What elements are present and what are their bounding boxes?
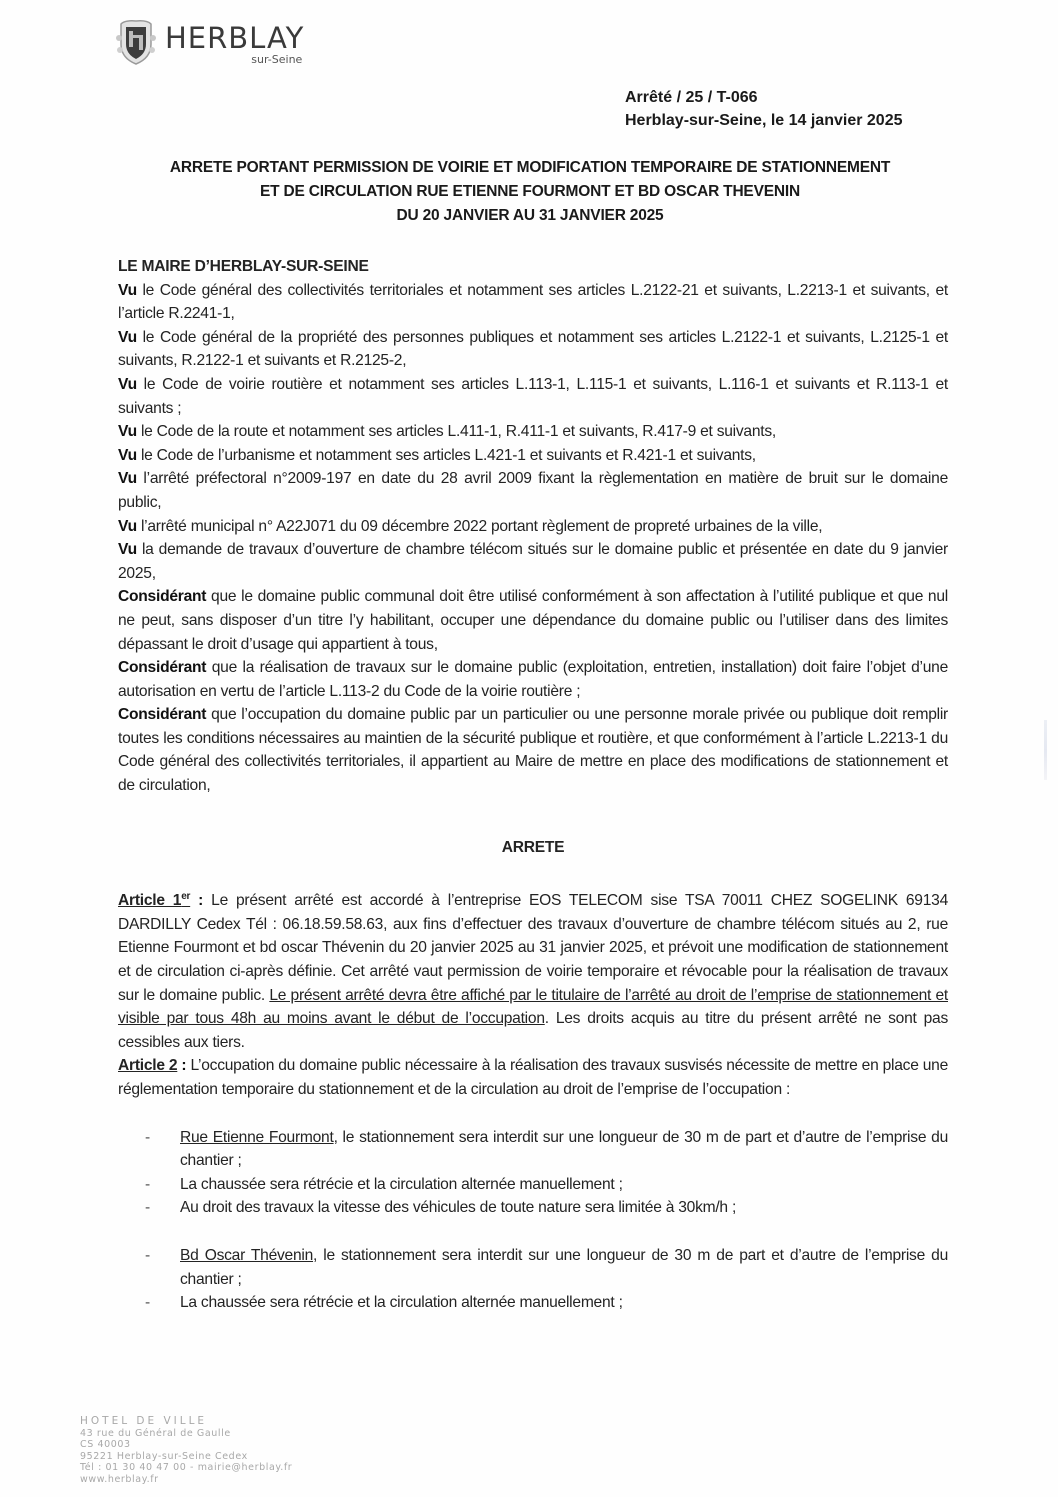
clause-lead: Vu bbox=[118, 470, 137, 488]
footer-address bbox=[80, 1416, 292, 1485]
list-item: - Bd Oscar Thévenin, le stationnement sera interdit sur une longueur de 30 m de part et d’autre de l’emprise du chantier ; bbox=[118, 1244, 948, 1291]
article-2-label: Article 2 bbox=[118, 1057, 178, 1075]
reference-block bbox=[625, 86, 902, 132]
clause-lead: Considérant bbox=[118, 659, 207, 677]
bullet-dash: - bbox=[145, 1294, 150, 1312]
bullet-dash: - bbox=[145, 1175, 150, 1193]
clause bbox=[118, 467, 948, 514]
title-line-2: ET DE CIRCULATION RUE ETIENNE FOURMONT ET BD OSCAR THEVENIN bbox=[260, 183, 800, 200]
clause bbox=[118, 326, 948, 373]
scan-artifact bbox=[1044, 720, 1047, 780]
article-1-label: Article 1er bbox=[118, 891, 191, 910]
list-item: - Rue Etienne Fourmont, le stationnement sera interdit sur une longueur de 30 m de part et d’autre de l’emprise du chantier ; bbox=[118, 1126, 948, 1173]
article-1-posting-requirement: Le présent arrêté devra être affiché par le titulaire de l’arrêté au droit de l’emprise de stationnement et visible par tous 48h au moins avant le début de l’occupation bbox=[118, 986, 948, 1028]
bullet-dash: - bbox=[145, 1128, 150, 1146]
title-line-3: DU 20 JANVIER AU 31 JANVIER 2025 bbox=[396, 207, 664, 224]
clause bbox=[118, 444, 948, 468]
clause-lead: Considérant bbox=[118, 588, 207, 606]
street-name: Rue Etienne Fourmont bbox=[180, 1128, 334, 1146]
logo-name: HERBLAY bbox=[165, 21, 305, 55]
decree-title bbox=[110, 156, 950, 228]
decision-heading: ARRETE bbox=[501, 838, 565, 856]
list-item: - La chaussée sera rétrécie et la circulation alternée manuellement ; bbox=[118, 1291, 948, 1315]
footer-line: 95221 Herblay-sur-Seine Cedex bbox=[80, 1450, 248, 1462]
footer-line: www.herblay.fr bbox=[80, 1473, 159, 1485]
clause-lead: Vu bbox=[118, 375, 137, 393]
decree-body bbox=[118, 255, 948, 1315]
clause-text: le Code général de la propriété des personnes publiques et notamment ses articles L.2122-1 et suivants, L.2125-1 et suivants, R.2122-1 et suivants et R.2125-2, bbox=[118, 328, 948, 370]
clause bbox=[118, 515, 948, 539]
clause-lead: Considérant bbox=[118, 706, 207, 724]
restrictions-list-fourmont bbox=[118, 1126, 948, 1220]
clause-lead: Vu bbox=[118, 446, 137, 464]
clause-text: l’arrêté préfectoral n°2009-197 en date du 28 avril 2009 fixant la règlementation en matière de bruit sur le domaine public, bbox=[118, 470, 948, 511]
footer-line: HOTEL DE VILLE bbox=[80, 1415, 208, 1427]
authority-heading: LE MAIRE D’HERBLAY-SUR-SEINE bbox=[118, 258, 369, 275]
article-1-text: Le présent arrêté est accordé à l’entreprise EOS TELECOM sise TSA 70011 CHEZ SOGELINK 69134 DARDILLY Cedex Tél : 06.18.59.58.63, aux fins d’effectuer des travaux d’ouverture de chambre télécom situés au 2, rue Etienne Fourmont et bd oscar Thévenin du 20 janvier 2025 au 31 janvier 2025, et prévoit une modification de stationnement et de circulation ci-après définie. Cet arrêté vaut permission de voirie temporaire et révocable pour la réalisation de travaux sur le domaine public. bbox=[118, 892, 948, 1004]
title-line-1: ARRETE PORTANT PERMISSION DE VOIRIE ET MODIFICATION TEMPORAIRE DE STATIONNEMENT bbox=[169, 159, 891, 176]
article-2-text: L’occupation du domaine public nécessaire à la réalisation des travaux susvisés nécessite de mettre en place une réglementation temporaire du stationnement et de la circulation au droit de l’emprise de l’occupation : bbox=[118, 1057, 949, 1098]
clause bbox=[118, 373, 948, 420]
clause-text: le Code de la route et notamment ses articles L.411-1, R.411-1 et suivants, R.417-9 et suivants, bbox=[136, 423, 776, 441]
article-1-tail: . Les droits acquis au titre du présent arrêté ne sont pas cessibles aux tiers. bbox=[118, 1010, 949, 1051]
clause-lead: Vu bbox=[118, 281, 137, 299]
clause bbox=[118, 585, 948, 656]
footer-line: CS 40003 bbox=[80, 1439, 131, 1450]
clause-text: l’arrêté municipal n° A22J071 du 09 décembre 2022 portant règlement de propreté urbaines de la ville, bbox=[136, 517, 823, 535]
bullet-dash: - bbox=[145, 1246, 150, 1264]
clause-lead: Vu bbox=[118, 328, 137, 346]
place-date: Herblay-sur-Seine, le 14 janvier 2025 bbox=[625, 112, 903, 129]
city-crest-icon bbox=[115, 18, 157, 66]
bullet-dash: - bbox=[145, 1199, 150, 1217]
clause bbox=[118, 420, 948, 444]
clause-text: le Code de voirie routière et notamment ses articles L.113-1, L.115-1 et suivants, L.116-1 et suivants et R.113-1 et suivants ; bbox=[118, 375, 948, 417]
list-item: - La chaussée sera rétrécie et la circulation alternée manuellement ; bbox=[118, 1173, 948, 1197]
list-item: - Au droit des travaux la vitesse des véhicules de toute nature sera limitée à 30km/h ; bbox=[118, 1196, 948, 1220]
clause bbox=[118, 279, 948, 326]
clause bbox=[118, 538, 948, 585]
logo-subtitle: sur-Seine bbox=[251, 53, 303, 66]
restrictions-list-thevenin bbox=[118, 1244, 948, 1315]
clause-text: que la réalisation de travaux sur le domaine public (exploitation, entretien, installation) doit faire l’objet d’une autorisation en vertu de l’article L.113-2 du Code de la voirie routière ; bbox=[118, 659, 948, 700]
clause bbox=[118, 656, 948, 703]
decree-reference: Arrêté / 25 / T-066 bbox=[625, 89, 758, 106]
clause bbox=[118, 703, 948, 797]
clause-text: le Code de l’urbanisme et notamment ses articles L.421-1 et suivants et R.421-1 et suivants, bbox=[136, 446, 756, 464]
preamble-clauses bbox=[118, 279, 948, 798]
clause-lead: Vu bbox=[118, 517, 137, 535]
city-logo bbox=[115, 18, 304, 66]
footer-line: 43 rue du Général de Gaulle bbox=[80, 1427, 231, 1439]
street-name: Bd Oscar Thévenin bbox=[180, 1246, 314, 1264]
article-2: Article 2 : L’occupation du domaine public nécessaire à la réalisation des travaux susvisés nécessite de mettre en place une réglementation temporaire du stationnement et de la circulation au droit de l’emprise de l’occupation : bbox=[118, 1057, 949, 1098]
clause-text: que le domaine public communal doit être utilisé conformément à son affectation à l’utilité publique et que nul ne peut, sans disposer d’un titre l’y habilitant, occuper une dépendance du domaine public ou l’utiliser dans des limites dépassant le droit d’usage qui appartient à tous, bbox=[118, 588, 948, 653]
clause-lead: Vu bbox=[118, 541, 137, 559]
clause-lead: Vu bbox=[118, 423, 137, 441]
clause-text: la demande de travaux d’ouverture de chambre télécom situés sur le domaine public et présentée en date du 9 janvier 2025, bbox=[118, 541, 948, 582]
clause-text: le Code général des collectivités territoriales et notamment ses articles L.2122-21 et suivants, L.2213-1 et suivants, et l’article R.2241-1, bbox=[118, 281, 948, 323]
footer-line: Tél : 01 30 40 47 00 - mairie@herblay.fr bbox=[80, 1462, 293, 1473]
clause-text: que l’occupation du domaine public par un particulier ou une personne morale privée ou publique doit remplir toutes les conditions nécessaires au maintien de la sécurité publique et routière, et que conformément à l’article L.2213-1 du Code général des collectivités territoriales, il appartient au Maire de mettre en place des modifications de stationnement et de circulation, bbox=[118, 706, 948, 795]
article-1: Article 1er : Le présent arrêté est accordé à l’entreprise EOS TELECOM sise TSA 70011 CHEZ SOGELINK 69134 DARDILLY Cedex Tél : 06.18.59.58.63, aux fins d’effectuer des travaux d’ouverture de chambre télécom situés au 2, rue Etienne Fourmont et bd oscar Thévenin du 20 janvier 2025 au 31 janvier 2025, et prévoit une modification de stationnement et de circulation ci-après définie. Cet arrêté vaut permission de voirie temporaire et révocable pour la réalisation de travaux sur le domaine public. Le présent arrêté devra être affiché par le titulaire de l’arrêté au droit de l’emprise de stationnement et visible par tous 48h au moins avant le début de l’occupation. Les droits acquis au titre du présent arrêté ne sont pas cessibles aux tiers. bbox=[118, 891, 949, 1051]
